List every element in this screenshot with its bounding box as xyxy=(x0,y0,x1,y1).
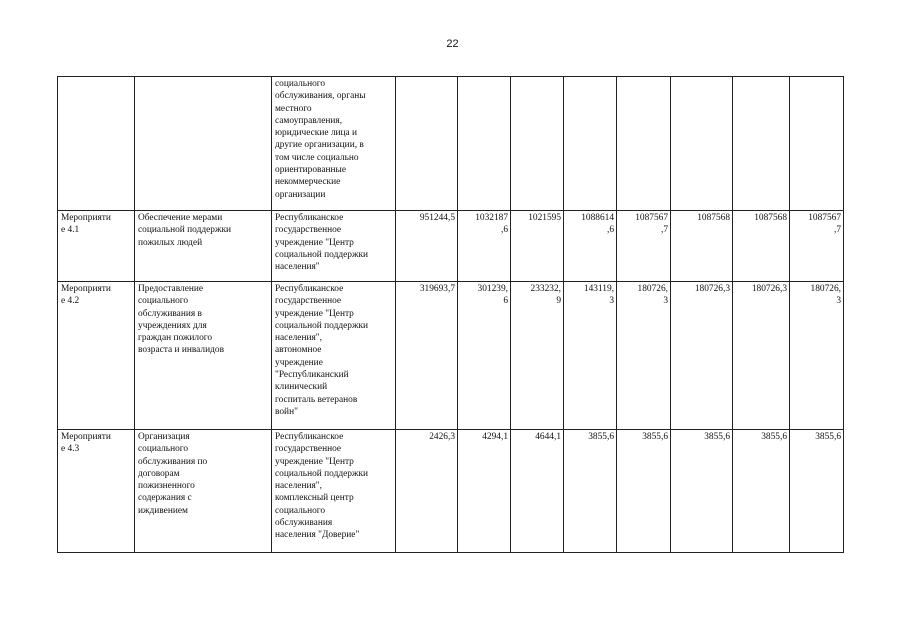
cell-name xyxy=(135,77,272,211)
cell-value: 951244,5 xyxy=(396,211,458,282)
cell-code: Мероприяти е 4.3 xyxy=(58,430,135,553)
table-row-measure-4-1 xyxy=(58,211,844,282)
cell-value xyxy=(564,77,617,211)
cell-value: 1087568 xyxy=(733,211,790,282)
cell-value: 3855,6 xyxy=(733,430,790,553)
cell-executor: Республиканское государственное учреждение "Центр социальной поддержки населения", автономное учреждение "Республиканский клинический госпиталь ветеранов войн" xyxy=(272,282,396,430)
cell-value: 180726,3 xyxy=(671,282,733,430)
table-row-continuation xyxy=(58,77,844,211)
cell-value xyxy=(396,77,458,211)
cell-executor: социального обслуживания, органы местного самоуправления, юридические лица и другие организации, в том числе социально ориентированные некоммерческие организации xyxy=(272,77,396,211)
cell-value xyxy=(790,77,844,211)
cell-value: 1087568 xyxy=(671,211,733,282)
cell-value: 3855,6 xyxy=(671,430,733,553)
cell-value: 3855,6 xyxy=(564,430,617,553)
cell-value: 4294,1 xyxy=(458,430,511,553)
cell-code: Мероприяти е 4.2 xyxy=(58,282,135,430)
cell-value: 301239, 6 xyxy=(458,282,511,430)
cell-value: 180726, 3 xyxy=(790,282,844,430)
cell-value: 1087567 ,7 xyxy=(617,211,671,282)
cell-value xyxy=(458,77,511,211)
cell-name: Обеспечение мерами социальной поддержки пожилых людей xyxy=(135,211,272,282)
cell-value: 2426,3 xyxy=(396,430,458,553)
cell-value xyxy=(617,77,671,211)
cell-value: 319693,7 xyxy=(396,282,458,430)
cell-name: Организация социального обслуживания по договорам пожизненного содержания с иждивением xyxy=(135,430,272,553)
cell-code: Мероприяти е 4.1 xyxy=(58,211,135,282)
cell-executor: Республиканское государственное учреждение "Центр социальной поддержки населения", комплексный центр социального обслуживания населения "Доверие" xyxy=(272,430,396,553)
cell-value: 180726,3 xyxy=(733,282,790,430)
cell-name: Предоставление социального обслуживания в учреждениях для граждан пожилого возраста и инвалидов xyxy=(135,282,272,430)
cell-value: 1021595 xyxy=(511,211,564,282)
cell-value: 180726, 3 xyxy=(617,282,671,430)
cell-executor: Республиканское государственное учреждение "Центр социальной поддержки населения" xyxy=(272,211,396,282)
cell-value: 3855,6 xyxy=(790,430,844,553)
cell-value: 3855,6 xyxy=(617,430,671,553)
cell-value: 1032187 ,6 xyxy=(458,211,511,282)
program-budget-table xyxy=(57,76,844,553)
cell-value xyxy=(511,77,564,211)
cell-value xyxy=(671,77,733,211)
cell-value: 1088614 ,6 xyxy=(564,211,617,282)
table-row-measure-4-3 xyxy=(58,430,844,553)
page-number: 22 xyxy=(446,38,459,50)
cell-value: 143119, 3 xyxy=(564,282,617,430)
table-row-measure-4-2 xyxy=(58,282,844,430)
cell-value: 1087567 ,7 xyxy=(790,211,844,282)
cell-code xyxy=(58,77,135,211)
cell-value: 4644,1 xyxy=(511,430,564,553)
cell-value xyxy=(733,77,790,211)
cell-value: 233232, 9 xyxy=(511,282,564,430)
